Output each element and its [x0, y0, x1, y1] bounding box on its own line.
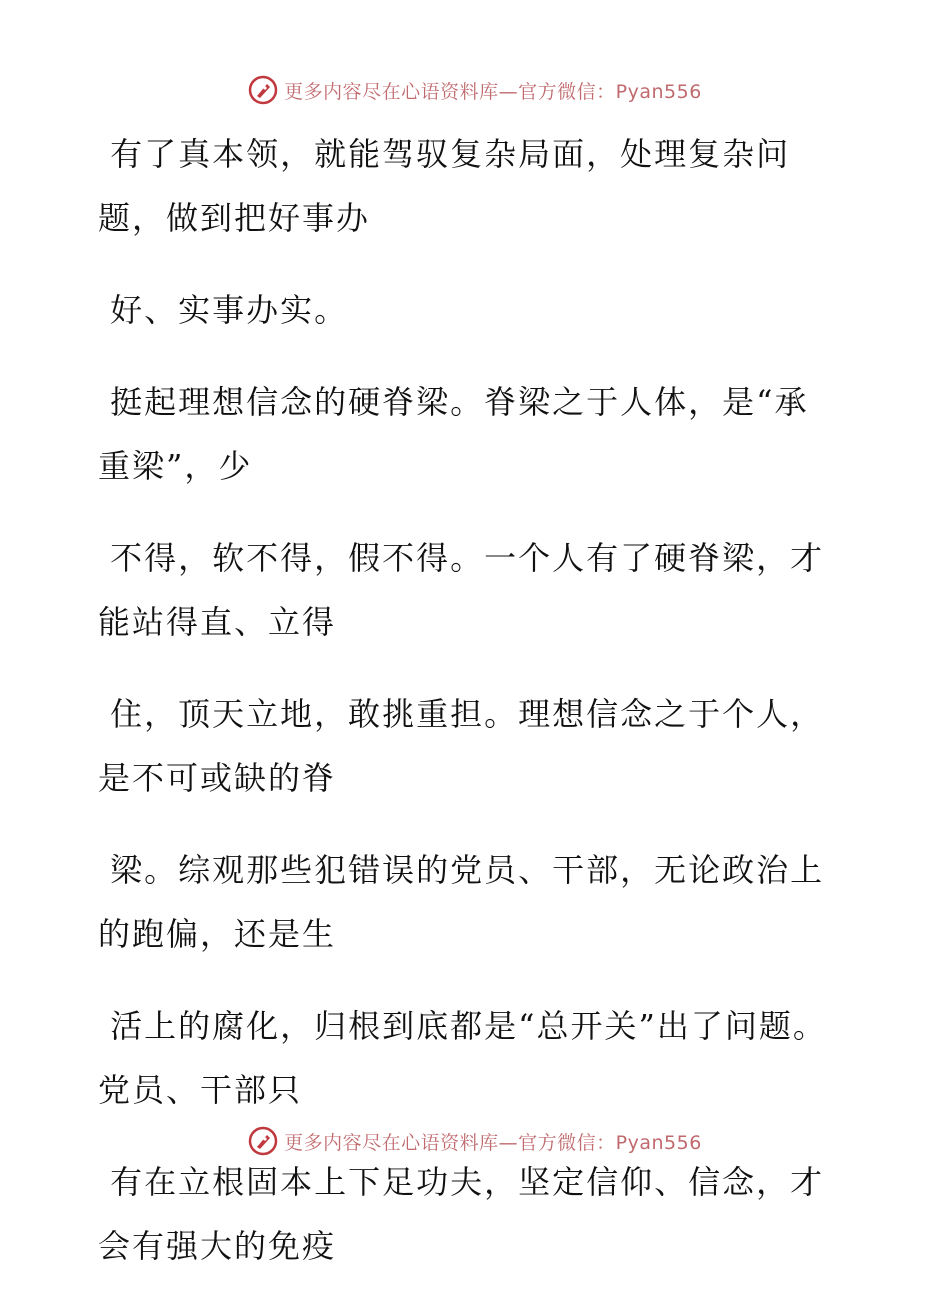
pen-nib-logo-icon — [248, 1126, 278, 1156]
paragraph: 住，顶天立地，敢挑重担。理想信念之于个人，是不可或缺的脊 — [98, 695, 825, 797]
pen-nib-logo-icon — [248, 75, 278, 105]
paragraph: 挺起理想信念的硬脊梁。脊梁之于人体，是“承重梁”，少 — [98, 383, 809, 485]
paragraph: 梁。综观那些犯错误的党员、干部，无论政治上的跑偏，还是生 — [98, 851, 825, 953]
paragraph: 不得，软不得，假不得。一个人有了硬脊梁，才能站得直、立得 — [98, 539, 825, 641]
header-banner-text: 更多内容尽在心语资料库—官方微信：Pyan556 — [284, 80, 702, 103]
paragraph: 有在立根固本上下足功夫，坚定信仰、信念，才会有强大的免疫 — [98, 1163, 825, 1265]
footer-banner-text: 更多内容尽在心语资料库—官方微信：Pyan556 — [284, 1131, 702, 1154]
footer-banner — [0, 1121, 950, 1161]
paragraph: 好、实事办实。 — [98, 291, 349, 329]
header-banner — [0, 70, 950, 110]
paragraph: 有了真本领，就能驾驭复杂局面，处理复杂问题，做到把好事办 — [98, 135, 791, 237]
paragraph: 活上的腐化，归根到底都是“总开关”出了问题。党员、干部只 — [98, 1007, 827, 1109]
